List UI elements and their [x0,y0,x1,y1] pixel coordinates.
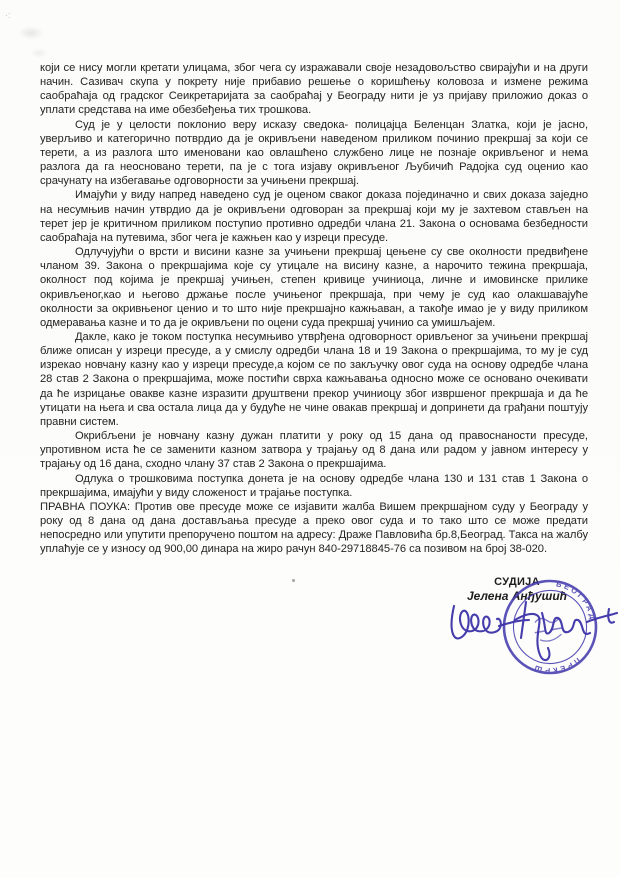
judgment-body-text [40,61,588,556]
scan-artifact [30,48,48,58]
svg-text:ПРЕКРШ [530,655,583,679]
scan-artifact [292,579,295,582]
paragraph-costs-decision: Одлука о трошковима поступка донета је на основу одредбе члана 130 и 131 став 1 Закона о прекршајима, имајући у виду сложеност и трајање поступка. [40,472,588,499]
scan-artifact: ·: [5,10,11,20]
stamp-center-emblem [533,615,565,643]
signature-block [442,576,592,603]
paragraph-sentencing-factors: Одлучујући о врсти и висини казне за учињени прекршај цењене су све околности предвиђене чланом 39. Закона о прекршајима које су утицале на висину казне, а нарочито тежина прекршаја, околност под којима је прекршај учињен, степен кривице учиниоца, личне и имовинске прилике окривљеног,као и његово држање после учињеног прекршаја, при чему је суд као олакшавајуће околности за окривњеног ценио и то што није прекршајно кажњаван, а такође имао је у виду приликом одмеравања казне и то да је окривљени по оцени суда прекршај учинио са умишљајем. [40,246,588,329]
paragraph-witness-testimony: Суд је у целости поклонио веру исказу сведока- полицајца Беленцан Златка, који је јасно, уверљиво и категорично потврдио да је окривљени наведеном приликом починио прекршај за који се терети, а из разлога што именовани као овлашћено службено лице не познаје окривљеног и нема разлога да га неосновано терети, па је с тога изјаву окривљеног Љубичић Радојка суд оценио као срачунату на избегавање одговорности за учињени прекршај. [40,118,588,188]
scan-artifact [18,26,44,40]
paragraph-continuation: који се нису могли кретати улицама, због чега су изражавали своје незадовољство свирајући и на други начин. Сазивач скупа у покрету није прибавио решење о коришћењу коловоза и измене режима саобраћаја од градског Сеикретаријата за саобраћај у Београду нити је уз пријаву приложио доказ о уплати средстава на име обезбеђења тих трошкова. [40,62,588,117]
judge-title: СУДИЈА [494,576,540,588]
paragraph-findings: Имајући у виду напред наведено суд је оценом сваког доказа појединачно и свих доказа заједно на несумњив начин утврдио да је окривљени одговоран за прекршај који му је захтевом стављен на терет јер је критичном приликом поступио противно одредби члана 21. Закона о основама безбедности саобраћаја на путевима, због чега је кажњен као у изреци пресуде. [40,189,588,244]
judge-name: Јелена Анђушић [467,589,567,603]
paragraph-payment-deadline: Окрибљени је новчану казну дужан платити у року од 15 дана од правоснаности пресуде, упротивном иста ће се заменити казном затвора у трајању од 8 дана или радом у јавном интересу у трајању од 16 дана, сходно члану 37 став 2 Закона о прекршајима. [40,430,588,471]
stamp-ring-text-bottom: ПРЕКРШ [531,655,582,676]
paragraph-fine-rationale: Дакле, како је током поступка несумњиво утврђена одговорност оривљеног за учињени прекршај ближе описан у изреци пресуде, а у смислу одредби члана 18 и 19 Закона о прекршајима, то му је суд изрекао новчану казну као у изреци пресуде,а којом се по закључку овог суда на основу одредбе члана 28 став 2 Закона о прекршајима, може постићи сврха кажњавања односно може се основано очекивати да ће изрицање овакве казне изразити друштвени прекор учиниоцу због извршеног прекршаја и да ће утицати на њега и сва остала лица да у будуће не чине овакав прекршај и допринети да грађани поштују правни систем. [40,330,588,428]
stamp-ring-text-right: БЕОГРАД [555,579,598,623]
paragraph-legal-remedy: ПРАВНА ПОУКА: Против ове пресуде може се изјавити жалба Вишем прекршајном суду у Београду у року од 8 дана од дана достављања пресуде а преко овог суда и то тако што се може предати непосредно или упутити препоручено поштом на адресу: Драже Павловића бр.8,Београд. Такса на жалбу уплаћује се у износу од 900,00 динара на жиро рачун 840-29718845-76 са позивом на број 38-020. [40,500,588,556]
judge-signature [452,602,617,660]
